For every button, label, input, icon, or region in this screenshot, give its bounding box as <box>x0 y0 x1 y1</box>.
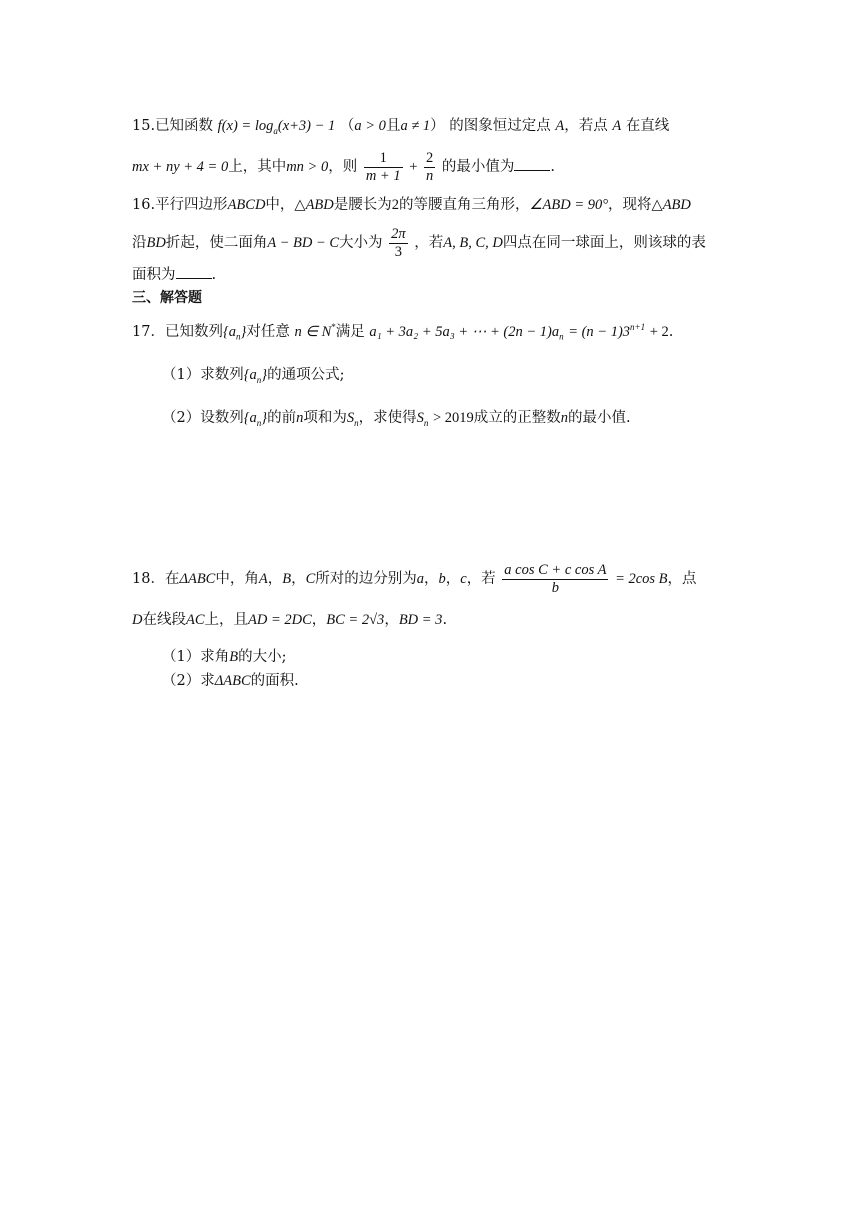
variable: b <box>438 571 446 588</box>
formula: = 2cos B <box>615 571 668 588</box>
text: 的面积. <box>250 673 299 689</box>
text: 中，△ <box>265 197 306 213</box>
formula: ABD <box>662 197 691 213</box>
part-label: （1） <box>162 367 201 383</box>
variable: C <box>305 571 316 588</box>
answer-blank <box>176 266 212 279</box>
question-number: 15. <box>132 118 156 134</box>
formula: = (n − 1)3 <box>568 323 631 340</box>
formula: {a <box>243 367 257 383</box>
formula: BC = 2√3 <box>326 612 385 628</box>
formula: ABD <box>305 197 334 213</box>
q18-part-2 <box>162 673 299 690</box>
variable: B <box>282 571 292 588</box>
text: ， <box>424 571 439 588</box>
text: 面积为 <box>132 267 176 283</box>
number: 2 <box>391 197 400 213</box>
variable: B <box>229 649 239 665</box>
question-number: 18． <box>132 571 165 588</box>
fraction <box>502 562 608 596</box>
formula: ABCD <box>227 197 266 213</box>
formula: f(x) = log <box>217 118 274 134</box>
formula: a ≠ 1 <box>400 118 431 134</box>
text: 满足 <box>335 323 365 340</box>
formula: + 2 <box>649 323 669 340</box>
formula: BD <box>146 235 166 252</box>
fraction-denominator: 3 <box>394 243 402 260</box>
text: ， <box>311 612 327 628</box>
part-label: （2） <box>162 673 201 689</box>
text: 四点在同一球面上，则该球的表 <box>502 235 706 252</box>
variable: D <box>132 612 143 628</box>
text: 平行四边形 <box>155 197 228 213</box>
text: ，若 <box>466 571 496 588</box>
formula: ΔABC <box>214 673 251 689</box>
fraction-denominator: m + 1 <box>365 167 401 184</box>
formula: } <box>261 410 268 426</box>
formula: a > 0 <box>354 118 386 134</box>
subscript: n <box>423 417 429 428</box>
formula: a₁ + 3a₂ + 5a₃ + ⋯ + (2n − 1)a <box>369 323 560 340</box>
q16-line-3 <box>132 266 216 284</box>
fraction-numerator: a cos C + c cos A <box>504 562 607 578</box>
q18-line-1 <box>132 562 697 596</box>
text: ，若 <box>414 235 444 252</box>
variable: c <box>460 571 467 588</box>
formula: AC <box>185 612 205 628</box>
text: . <box>211 267 217 283</box>
q15-line-1 <box>132 118 669 137</box>
text: 项和为 <box>303 410 347 426</box>
text: 的大小; <box>238 649 287 665</box>
formula: A, B, C, D <box>443 235 503 252</box>
variable: n <box>560 410 569 426</box>
text: 已知数列 <box>164 323 223 340</box>
fraction-numerator: 1 <box>364 150 403 168</box>
q17-line-1 <box>132 322 673 343</box>
formula: } <box>261 367 268 383</box>
fraction-numerator: 2 <box>426 150 434 166</box>
q18-line-2 <box>132 612 447 629</box>
text: . <box>442 612 448 628</box>
formula: AD = 2DC <box>248 612 312 628</box>
text: 的前 <box>267 410 297 426</box>
text: 对任意 <box>246 323 290 340</box>
text: 求数列 <box>200 367 244 383</box>
text: 折起，使二面角 <box>165 235 268 252</box>
superscript: n+1 <box>630 322 646 332</box>
point-label: A <box>555 118 565 134</box>
variable: A <box>258 571 268 588</box>
fraction-numerator: 2π <box>391 226 406 242</box>
question-number: 17． <box>132 323 165 340</box>
q15-line-2 <box>132 150 555 184</box>
formula: n ∈ N <box>294 323 332 340</box>
text: 设数列 <box>200 410 244 426</box>
formula: {a <box>243 410 257 426</box>
text: 上，且 <box>204 612 249 628</box>
text: 在直线 <box>625 118 670 134</box>
q16-line-1 <box>132 197 691 214</box>
text: 上，其中 <box>228 159 287 176</box>
text: ，则 <box>328 159 358 176</box>
variable: S <box>346 410 355 426</box>
text: 所对的边分别为 <box>315 571 417 588</box>
text: 的等腰直角三角形， <box>399 197 530 213</box>
text: 在线段 <box>142 612 186 628</box>
text: 是腰长为 <box>333 197 392 213</box>
q16-line-2 <box>132 226 706 260</box>
variable: a <box>416 571 424 588</box>
formula: > 2019 <box>432 410 474 426</box>
subscript: n <box>354 417 359 428</box>
formula: BD = 3 <box>398 612 443 628</box>
part-label: （2） <box>162 410 201 426</box>
text: 在 <box>164 571 180 588</box>
part-label: （1） <box>162 649 201 665</box>
fraction <box>424 150 435 184</box>
text: . <box>668 323 674 340</box>
q17-part-1 <box>162 367 345 386</box>
question-number: 16. <box>132 197 156 213</box>
text: 的最小值为 <box>441 159 515 176</box>
text: ， <box>445 571 461 588</box>
text: 且 <box>385 118 401 134</box>
answer-blank <box>514 158 550 171</box>
text: ， <box>384 612 399 628</box>
text: 的最小值. <box>568 410 631 426</box>
text: 成立的正整数 <box>473 410 561 426</box>
formula: (x+3) − 1 <box>277 118 336 134</box>
text: 大小为 <box>339 235 383 252</box>
fraction <box>389 226 408 260</box>
text: 的通项公式; <box>267 367 345 383</box>
text: ，若点 <box>564 118 608 134</box>
superscript: * <box>331 322 336 332</box>
operator: + <box>409 159 418 176</box>
text: 求 <box>200 673 215 689</box>
fraction-denominator: n <box>426 167 434 184</box>
text: ， <box>267 571 283 588</box>
formula: mn > 0 <box>286 159 329 176</box>
q18-part-1 <box>162 649 286 666</box>
text: （ <box>339 118 355 134</box>
text: ，现将△ <box>608 197 663 213</box>
subscript: n <box>236 331 241 342</box>
text: 求角 <box>200 649 230 665</box>
variable: S <box>416 410 424 426</box>
subscript: n <box>256 374 262 385</box>
section-heading: 三、解答题 <box>132 290 202 306</box>
fraction-denominator: b <box>551 579 559 596</box>
subscript: n <box>559 331 564 342</box>
text: ， <box>291 571 306 588</box>
point-label: A <box>612 118 622 134</box>
text: ，求使得 <box>358 410 417 426</box>
text: ，点 <box>667 571 697 588</box>
q17-part-2 <box>162 410 631 429</box>
variable: n <box>296 410 304 426</box>
formula: ΔABC <box>179 571 216 588</box>
formula: A − BD − C <box>267 235 340 252</box>
text: 已知函数 <box>155 118 214 134</box>
formula: } <box>240 323 247 340</box>
subscript: n <box>256 417 262 428</box>
formula: ∠ABD = 90° <box>529 197 609 213</box>
text: ） <box>430 118 445 134</box>
fraction <box>364 150 403 184</box>
text: 中，角 <box>215 571 259 588</box>
formula: {a <box>222 323 237 340</box>
text: . <box>550 159 555 176</box>
formula: mx + ny + 4 = 0 <box>132 159 229 176</box>
log-base: a <box>273 125 278 136</box>
text: 的图象恒过定点 <box>449 118 551 134</box>
text: 沿 <box>132 235 147 252</box>
